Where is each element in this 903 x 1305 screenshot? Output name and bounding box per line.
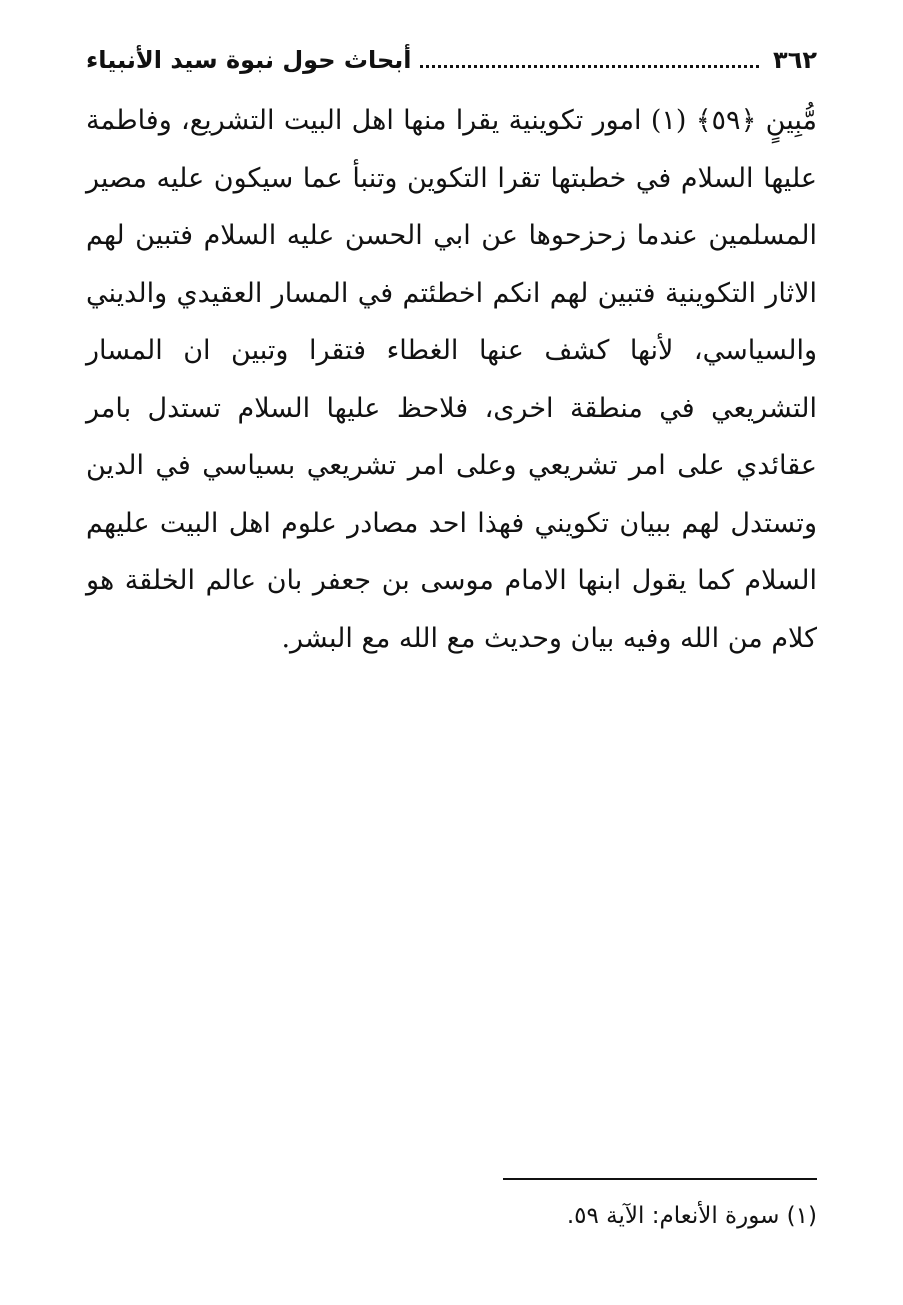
footnote-text: (١) سورة الأنعام: الآية ٥٩. [566, 1203, 817, 1229]
page-number: ٣٦٢ [773, 46, 817, 74]
header-dotted-leader [420, 65, 760, 68]
body-paragraph [86, 92, 817, 667]
book-title: أبحاث حول نبوة سيد الأنبياء [86, 46, 412, 74]
footnote-separator [503, 1178, 817, 1180]
footnote [86, 1196, 817, 1236]
body-paragraph-text: مُّبِينٍ ﴿٥٩﴾ (١) امور تكوينية يقرا منها اهل البيت التشريع، وفاطمة عليها السلام في خطبتها تقرا التكوين وتنبأ عما سيكون عليه مصير المسلمين عندما زحزحوها عن ابي الحسن عليه السلام فتبين لهم الاثار التكوينية فتبين لهم انكم اخطئتم في المسار العقيدي والديني والسياسي، لأنها كشف عنها الغطاء فتقرا وتبين ان المسار التشريعي في منطقة اخرى، فلاحظ عليها السلام تستدل بامر عقائدي على امر تشريعي وعلى امر تشريعي بسياسي في الدين وتستدل لهم ببيان تكويني فهذا احد مصادر علوم اهل البيت عليهم السلام كما يقول ابنها الامام موسى بن جعفر بان عالم الخلقة هو كلام من الله وفيه بيان وحديث مع الله مع البشر. [86, 105, 817, 654]
page-header [86, 38, 817, 82]
